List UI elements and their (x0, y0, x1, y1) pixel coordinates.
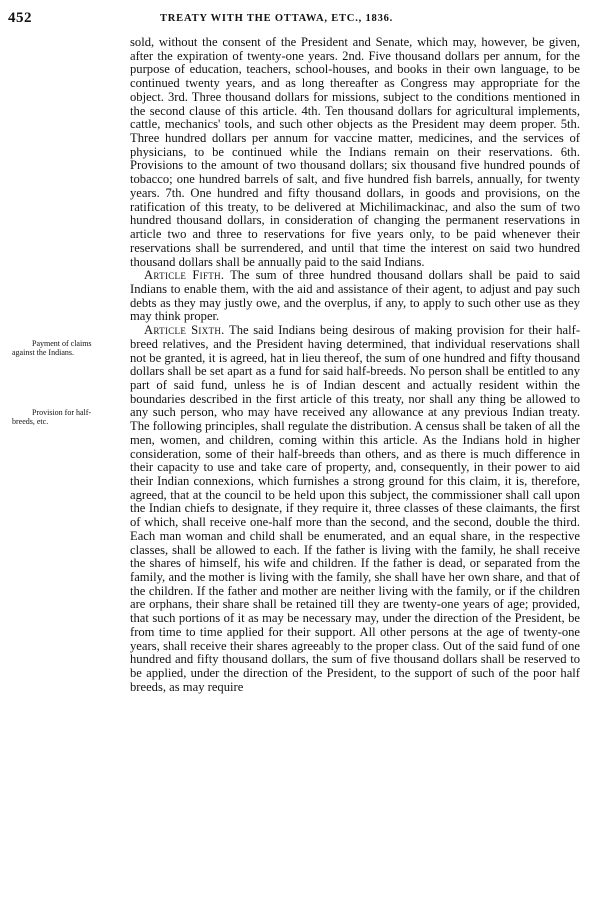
article-fifth-text: The sum of three hundred thousand dollars shall be paid to said Indians to enable them, with the aid and assistance of their agent, to adjust and pay such debts as they may justly owe, and the overplus, if any, to apply to such other use as they may think proper. (130, 268, 581, 324)
article-sixth-heading: Article Sixth. (144, 323, 225, 338)
article-fifth-paragraph (130, 269, 580, 324)
sidenote-line: Payment of claims (32, 339, 92, 348)
sidenote-line: Provision for half- (32, 408, 92, 417)
page-number: 452 (8, 10, 32, 26)
article-fifth-heading: Article Fifth. (144, 268, 225, 283)
article-sixth-text: The said Indians being desirous of making provision for their half-breed relatives, and the President having determined, that individual reservations shall not be granted, it is agreed, hat in lieu thereof, the sum of one hundred and fifty thousand dollars shall be set apart as a fund for said half-breeds. No person shall be entitled to any part of said fund, unless he is of Indian descent and actually resident within the boundaries described in the first article of this treaty, nor shall any thing be allowed to any such person, who may have received any allowance at any previous Indian treaty. The following principles, shall regulate the distribution. A census shall be taken of all the men, women, and children, coming within this article. As the Indians hold in higher consideration, some of their half-breeds than others, and as there is much difference in their capacity to use and take care of property, and, consequently, in their power to aid their Indian connexions, which furnishes a strong ground for this claim, it is, therefore, agreed, that at the council to be held upon this subject, the commissioner shall call upon the Indian chiefs to designate, if they require it, three classes of these claimants, the first of which, shall receive one-half more than the second, and the second, double the third. Each man woman and child shall be enumerated, and an equal share, in the respective classes, shall be allowed to each. If the father is living with the family, he shall receive the shares of himself, his wife and children. If the father is dead, or separated from the family, and the mother is living with the family, she shall have her own share, and that of the children. If the father and mother are neither living with the family, or if the children are orphans, their share shall be retained till they are twenty-one years of age; provided, that such portions of it as may be necessary may, under the direction of the President, be from time to time applied for their support. All other persons at the age of twenty-one years, shall receive their shares agreeably to the proper class. Out of the said fund of one hundred and fifty thousand dollars, the sum of five thousand dollars shall be reserved to be applied, under the direction of the President, to the support of such of the poor half breeds, as may require (130, 323, 581, 694)
article-sixth-paragraph (130, 324, 580, 694)
main-text-column (130, 36, 580, 695)
sidenote-line: breeds, etc. (12, 417, 49, 426)
sidenote-payment-of-claims (12, 339, 126, 357)
continuation-paragraph: sold, without the consent of the President and Senate, which may, however, be given, after the expiration of twenty-one years. 2nd. Five thousand dollars per annum, for the purpose of education, teachers, school-houses, and books in their own language, to be continued twenty years, and as long thereafter as Congress may appropriate for the object. 3rd. Three thousand dollars for missions, subject to the conditions mentioned in the second clause of this article. 4th. Ten thousand dollars for agricultural implements, cattle, mechanics' tools, and such other objects as the President may deem proper. 5th. Three hundred dollars per annum for vaccine matter, medicines, and the services of physicians, to be continued while the Indians remain on their reservations. 6th. Provisions to the amount of two thousand dollars; six thousand five hundred pounds of tobacco; one hundred barrels of salt, and five hundred fish barrels, annually, for twenty years. 7th. One hundred and fifty thousand dollars, in goods and provisions, on the ratification of this treaty, to be delivered at Michilimackinac, and also the sum of two hundred thousand dollars, in consideration of changing the permanent reservations in article two and three to reservations for five years only, to be paid whenever their reservations shall be surrendered, and until that time the interest on said two hundred thousand dollars shall be annually paid to the said Indians. (130, 35, 580, 269)
page-header (0, 8, 600, 28)
running-head: TREATY WITH THE OTTAWA, ETC., 1836. (160, 13, 394, 24)
sidenote-provision-for-half-breeds (12, 408, 126, 426)
sidenote-line: against the Indians. (12, 348, 74, 357)
